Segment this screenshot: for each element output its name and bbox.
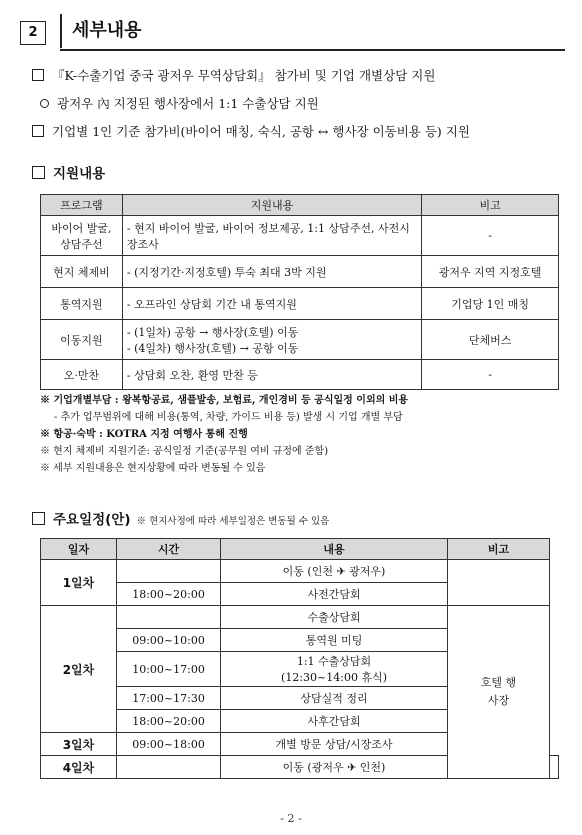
program-cell: 현지 체제비	[41, 256, 123, 288]
content-line: - (4일차) 행사장(호텔) → 공항 이동	[126, 341, 299, 355]
time-cell: 10:00~17:00	[116, 652, 220, 687]
schedule-table	[40, 538, 559, 779]
table-row	[41, 560, 559, 583]
time-cell: 17:00~17:30	[116, 687, 220, 710]
day-cell: 4일차	[41, 756, 117, 779]
time-cell: 18:00~20:00	[116, 583, 220, 606]
header-content: 지원내용	[122, 195, 421, 216]
note-cell: 단체버스	[422, 320, 559, 360]
remark-cell	[447, 560, 549, 606]
program-cell: 바이어 발굴, 상담주선	[41, 216, 123, 256]
note-cell: -	[422, 216, 559, 256]
table-row	[41, 320, 559, 360]
note-line: ※ 현지 체제비 지원기준: 공식일정 기준(공무원 여비 규정에 준함)	[40, 446, 329, 457]
day-cell: 2일차	[41, 606, 117, 733]
circle-bullet-icon	[40, 99, 49, 108]
section-header	[20, 14, 565, 52]
page-number: - 2 -	[280, 812, 302, 825]
content-line: (12:30~14:00 휴식)	[281, 671, 387, 684]
note-line: - 추가 업무범위에 대해 비용(통역, 차량, 가이드 비용 등) 발생 시 기업 개별 부담	[54, 412, 403, 423]
note-cell: -	[422, 360, 559, 390]
content-cell: 이동 (광저우 ✈ 인천)	[221, 756, 448, 779]
remark-venue: 호텔 행사장	[480, 676, 517, 707]
content-cell: - 오프라인 상담회 기간 내 통역지원	[122, 288, 421, 320]
time-cell	[116, 756, 220, 779]
day-cell: 1일차	[41, 560, 117, 606]
content-cell: 사후간담회	[221, 710, 448, 733]
header-program: 프로그램	[41, 195, 123, 216]
time-cell: 09:00~10:00	[116, 629, 220, 652]
section-number: 2	[20, 21, 46, 45]
content-line: - (1일차) 공항 → 행사장(호텔) 이동	[126, 325, 299, 339]
section-rule	[60, 49, 565, 51]
content-cell: - (지정기간·지정호텔) 투숙 최대 3박 지원	[122, 256, 421, 288]
square-bullet-icon	[32, 166, 45, 179]
content-cell: - 현지 바이어 발굴, 바이어 정보제공, 1:1 상담주선, 사전시장조사	[122, 216, 421, 256]
header-note: 비고	[422, 195, 559, 216]
schedule-table-header	[41, 539, 559, 560]
table-row	[41, 360, 559, 390]
table-row	[41, 606, 559, 629]
schedule-note: ※ 현지사정에 따라 세부일정은 변동될 수 있음	[136, 516, 330, 527]
table-row	[41, 216, 559, 256]
schedule-heading: 주요일정(안) ※ 현지사정에 따라 세부일정은 변동될 수 있음	[32, 508, 329, 528]
table-row	[41, 256, 559, 288]
note-line: ※ 기업개별부담 : 왕복항공료, 샘플발송, 보험료, 개인경비 등 공식일정 이외의 비용	[40, 395, 409, 406]
header-day: 일자	[41, 539, 117, 560]
table-row	[41, 288, 559, 320]
content-cell: 사전간담회	[221, 583, 448, 606]
note-cell: 광저우 지역 지정호텔	[422, 256, 559, 288]
header-remark: 비고	[447, 539, 549, 560]
intro-text-1: 『K-수출기업 중국 광저우 무역상담회』 참가비 및 기업 개별상담 지원	[52, 68, 436, 83]
time-cell: 09:00~18:00	[116, 733, 220, 756]
program-cell: 오·만찬	[41, 360, 123, 390]
square-bullet-icon	[32, 512, 45, 525]
content-cell: 이동 (인천 ✈ 광저우)	[221, 560, 448, 583]
content-cell: 개별 방문 상담/시장조사	[221, 733, 448, 756]
header-content: 내용	[221, 539, 448, 560]
program-cell: 이동지원	[41, 320, 123, 360]
support-table	[40, 194, 559, 390]
support-notes	[40, 392, 408, 477]
intro-item-1	[32, 66, 435, 84]
note-line: ※ 항공·숙박 : KOTRA 지정 여행사 통해 진행	[40, 429, 248, 440]
section-title: 세부내용	[60, 14, 142, 48]
header-time: 시간	[116, 539, 220, 560]
intro-text-3: 기업별 1인 기준 참가비(바이어 매칭, 숙식, 공항 ↔ 행사장 이동비용 등) 지원	[52, 124, 470, 139]
time-cell	[116, 560, 220, 583]
time-cell	[116, 606, 220, 629]
intro-item-3	[32, 122, 470, 140]
intro-item-2	[40, 94, 319, 112]
square-bullet-icon	[32, 125, 44, 137]
remark-cell	[447, 606, 549, 779]
content-cell: - 상담회 오찬, 환영 만찬 등	[122, 360, 421, 390]
content-cell: 통역원 미팅	[221, 629, 448, 652]
time-cell: 18:00~20:00	[116, 710, 220, 733]
content-cell	[221, 652, 448, 687]
support-heading: 지원내용	[32, 162, 105, 182]
content-cell: 수출상담회	[221, 606, 448, 629]
remark-cell	[550, 756, 559, 779]
intro-text-2: 광저우 內 지정된 행사장에서 1:1 수출상담 지원	[57, 96, 319, 111]
content-cell	[122, 320, 421, 360]
note-line: ※ 세부 지원내용은 현지상황에 따라 변동될 수 있음	[40, 463, 266, 474]
day-cell: 3일차	[41, 733, 117, 756]
content-cell: 상담실적 정리	[221, 687, 448, 710]
square-bullet-icon	[32, 69, 44, 81]
note-cell: 기업당 1인 매칭	[422, 288, 559, 320]
program-cell: 통역지원	[41, 288, 123, 320]
content-line: 1:1 수출상담회	[296, 655, 372, 668]
support-table-header	[41, 195, 559, 216]
